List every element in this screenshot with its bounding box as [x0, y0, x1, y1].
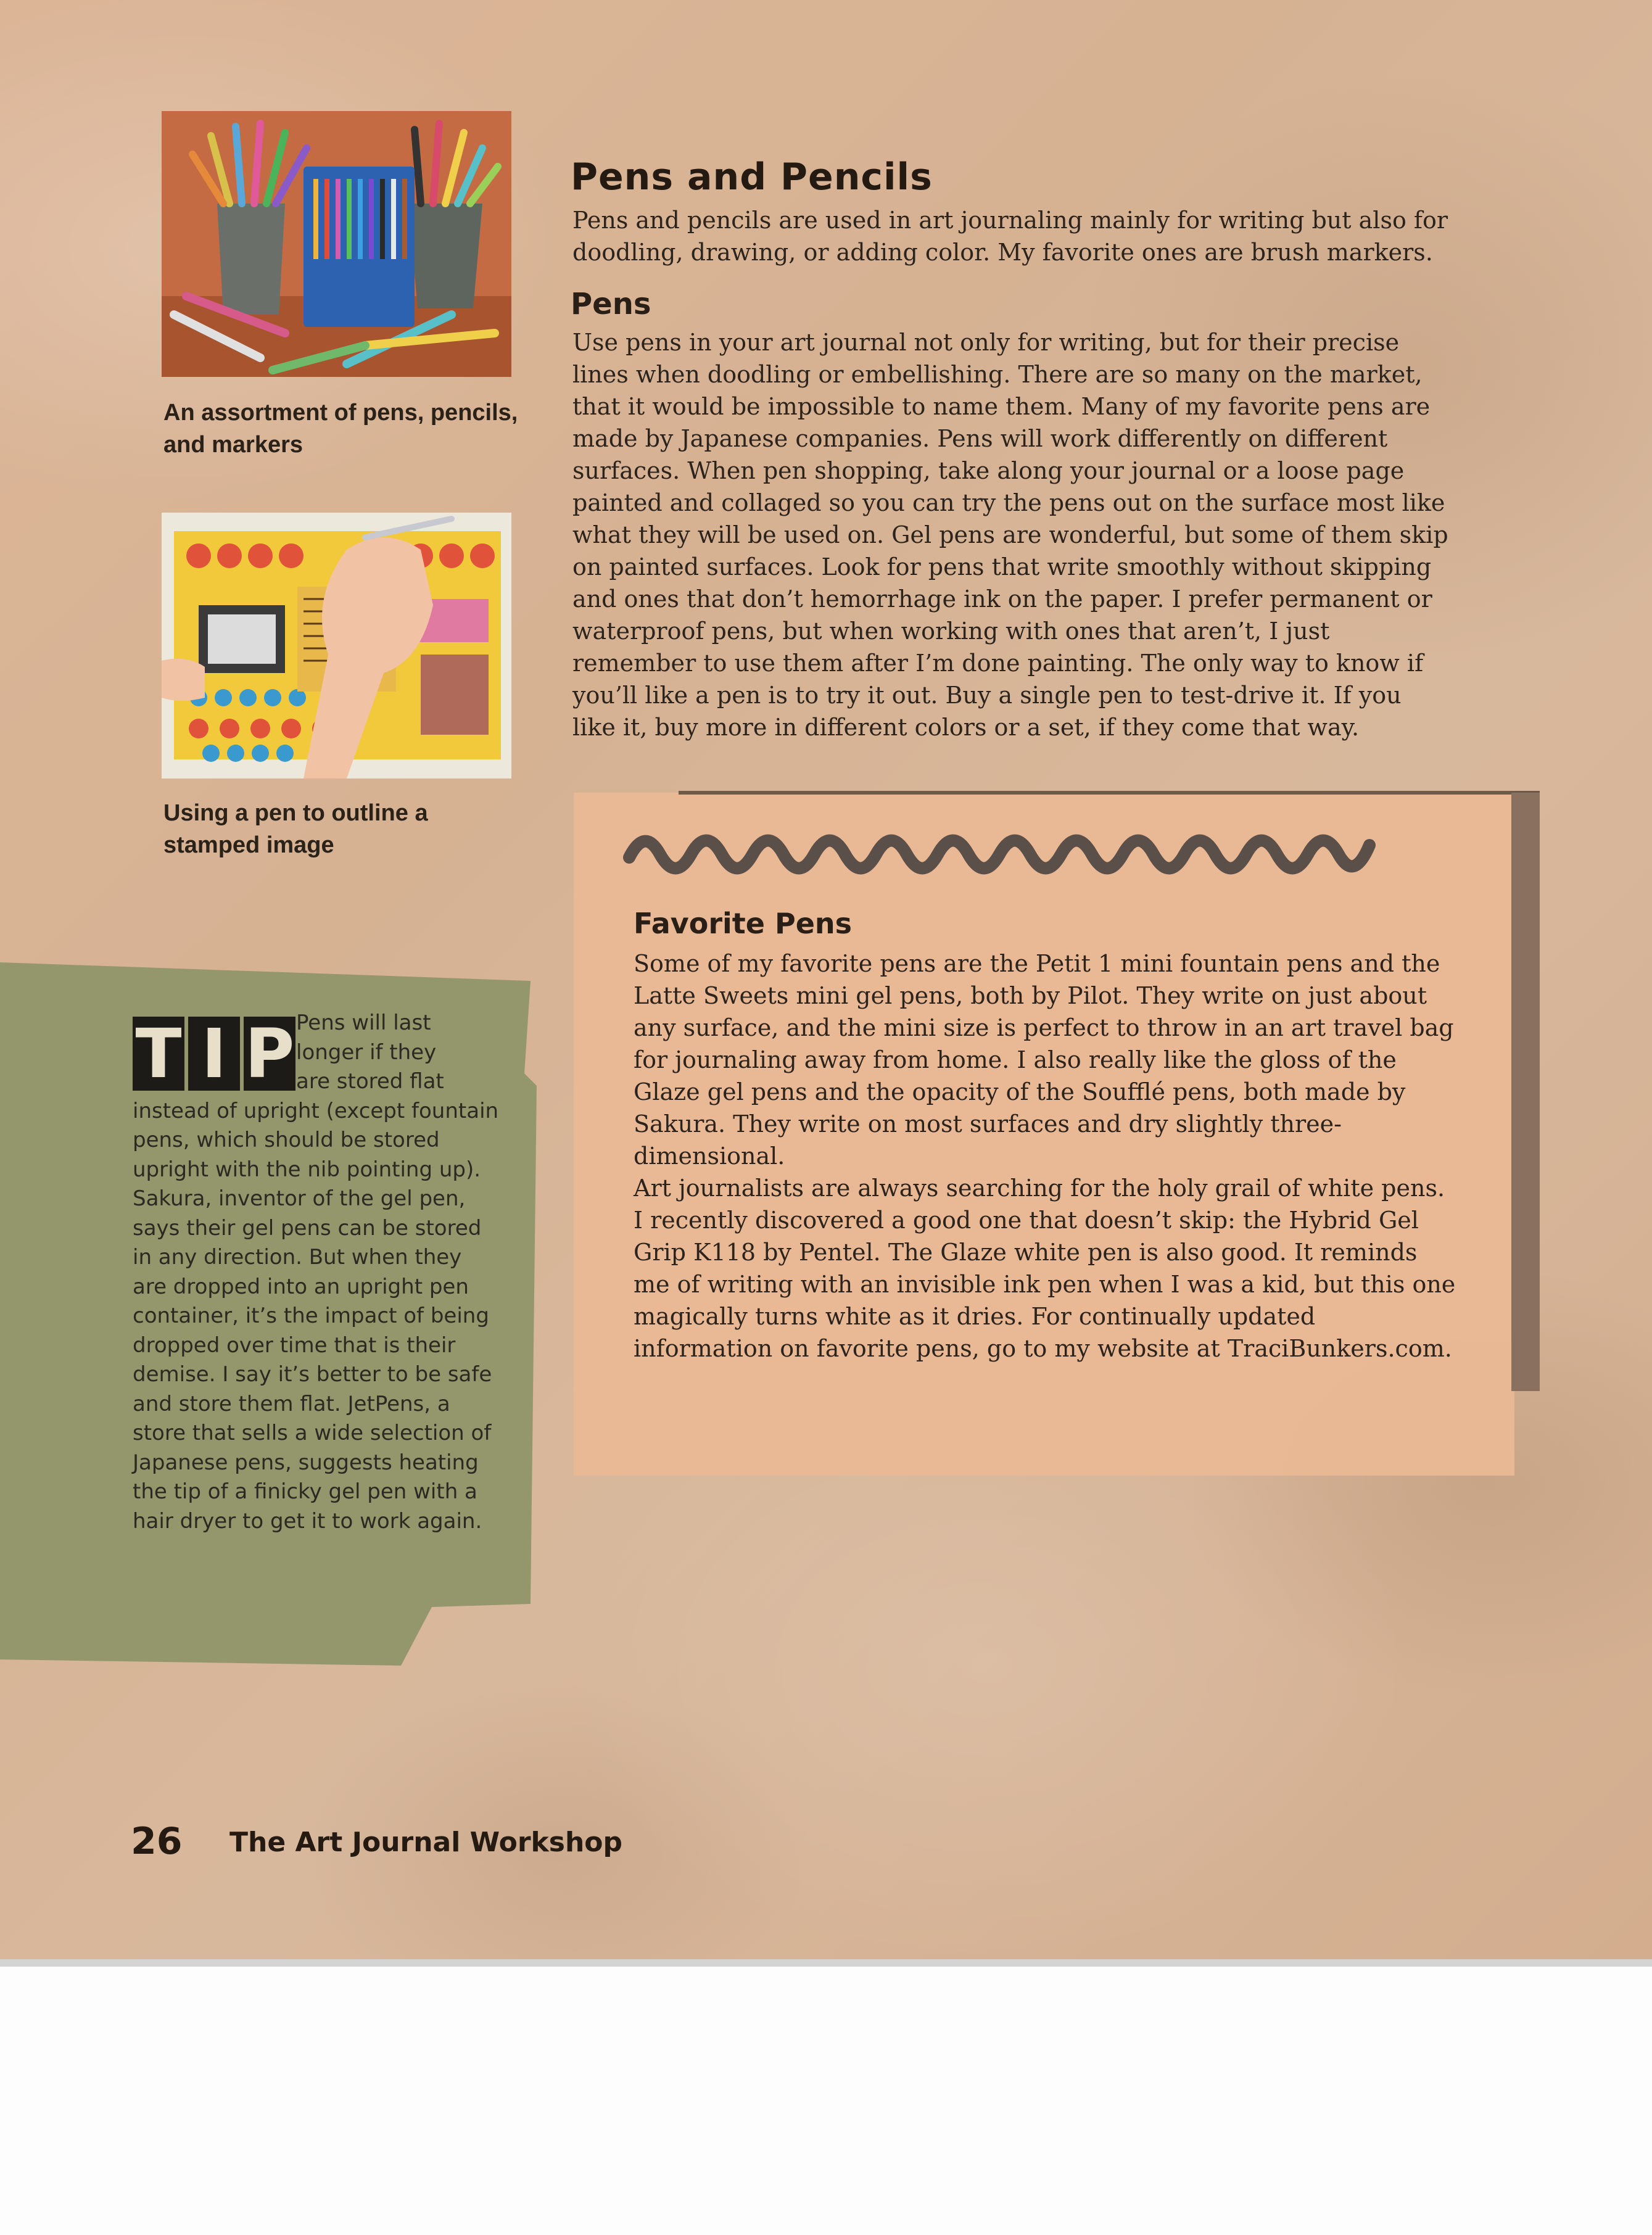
journal-page-illustration: [162, 513, 511, 779]
sidebar-shadow-edge: [1511, 793, 1540, 1391]
book-title: The Art Journal Workshop: [229, 1827, 623, 1858]
tip-letter-t: T: [133, 1017, 184, 1091]
tip-line: in any direction. But when they: [133, 1245, 462, 1270]
sidebar-top-rule: [679, 791, 1540, 795]
page-bottom-edge: [0, 1959, 1652, 1967]
tip-line: demise. I say it’s better to be safe: [133, 1362, 492, 1387]
favorite-pens-paragraph-1: Some of my favorite pens are the Petit 1 mini fountain pens and the Latte Sweets mini gel pens, both by Pilot. They write on just about any surface, and the mini size is perfect to throw in an art travel bag for journaling away from home. I also really like the gloss of the Glaze gel pens and the opacity of the Soufflé pens, both made by Sakura. They write on most surfaces and dry slightly three-dimensional.: [634, 950, 1454, 1170]
squiggle-decoration: [623, 820, 1376, 888]
favorite-pens-paragraph-2: Art journalists are always searching for the holy grail of white pens. I recently discovered a good one that doesn’t skip: the Hybrid Gel Grip K118 by Pentel. The Glaze white pen is also good. It reminds me of writing with an invisible ink pen when I was a kid, but this one magically turns white as it dries. For continually updated information on favorite pens, go to my website at TraciBunkers.com.: [634, 1175, 1456, 1362]
tip-line: Japanese pens, suggests heating: [133, 1450, 479, 1475]
tip-line: upright with the nib pointing up).: [133, 1157, 481, 1182]
tip-line: Sakura, inventor of the gel pen,: [133, 1186, 466, 1211]
favorite-pens-heading: Favorite Pens: [634, 907, 853, 940]
tip-line: container, it’s the impact of being: [133, 1303, 489, 1328]
pens-assortment-illustration: [162, 111, 511, 377]
pens-assortment-photo: [162, 111, 511, 377]
tip-line: and store them flat. JetPens, a: [133, 1391, 450, 1416]
tip-line: hair dryer to get it to work again.: [133, 1508, 482, 1534]
section-intro: Pens and pencils are used in art journaling mainly for writing but also for doodling, drawing, or adding color. My favorite ones are brush markers.: [572, 207, 1448, 266]
tip-line: the tip of a finicky gel pen with a: [133, 1479, 477, 1504]
section-title: Pens and Pencils: [571, 155, 933, 199]
tip-line: pens, which should be stored: [133, 1128, 440, 1152]
tip-line: Pens will last: [296, 1010, 431, 1035]
tip-line: store that sells a wide selection of: [133, 1421, 492, 1445]
tip-line: says their gel pens can be stored: [133, 1215, 482, 1241]
tip-line: longer if they: [296, 1039, 437, 1065]
favorite-pens-text: [634, 948, 1460, 1365]
photo1-caption: An assortment of pens, pencils, and markers: [163, 400, 518, 458]
pens-heading: Pens: [571, 287, 651, 321]
tip-text: [133, 1009, 499, 1536]
pens-body-text: Use pens in your art journal not only for writing, but for their precise lines when doodling or embellishing. There are so many on the market, that it would be impossible to name them. Many of my favorite pens are made by Japanese companies. Pens will work differently on different surfaces. When pen shopping, take along your journal or a loose page painted and collaged so you can try the pens out on the surface most like what they will be used on. Gel pens are wonderful, but some of them skip on painted surfaces. Look for pens that write smoothly without skipping and ones that don’t hemorrhage ink on the paper. I prefer permanent or waterproof pens, but when working with ones that aren’t, I just remember to use them after I’m done painting. The only way to know if you’ll like a pen is to try it out. Buy a single pen to test-drive it. If you like it, buy more in different colors or a set, if they come that way.: [572, 329, 1448, 741]
tip-line: are dropped into an upright pen: [133, 1274, 469, 1299]
tip-letter-p: P: [244, 1014, 295, 1093]
tip-line: are stored flat: [296, 1069, 444, 1094]
tip-line: dropped over time that is their: [133, 1332, 456, 1358]
page-number: 26: [131, 1820, 183, 1863]
tip-letter-i: I: [188, 1017, 240, 1091]
tip-line: instead of upright (except fountain: [133, 1098, 499, 1123]
journal-page-photo: [162, 513, 511, 779]
photo2-caption: Using a pen to outline a stamped image: [163, 800, 428, 858]
